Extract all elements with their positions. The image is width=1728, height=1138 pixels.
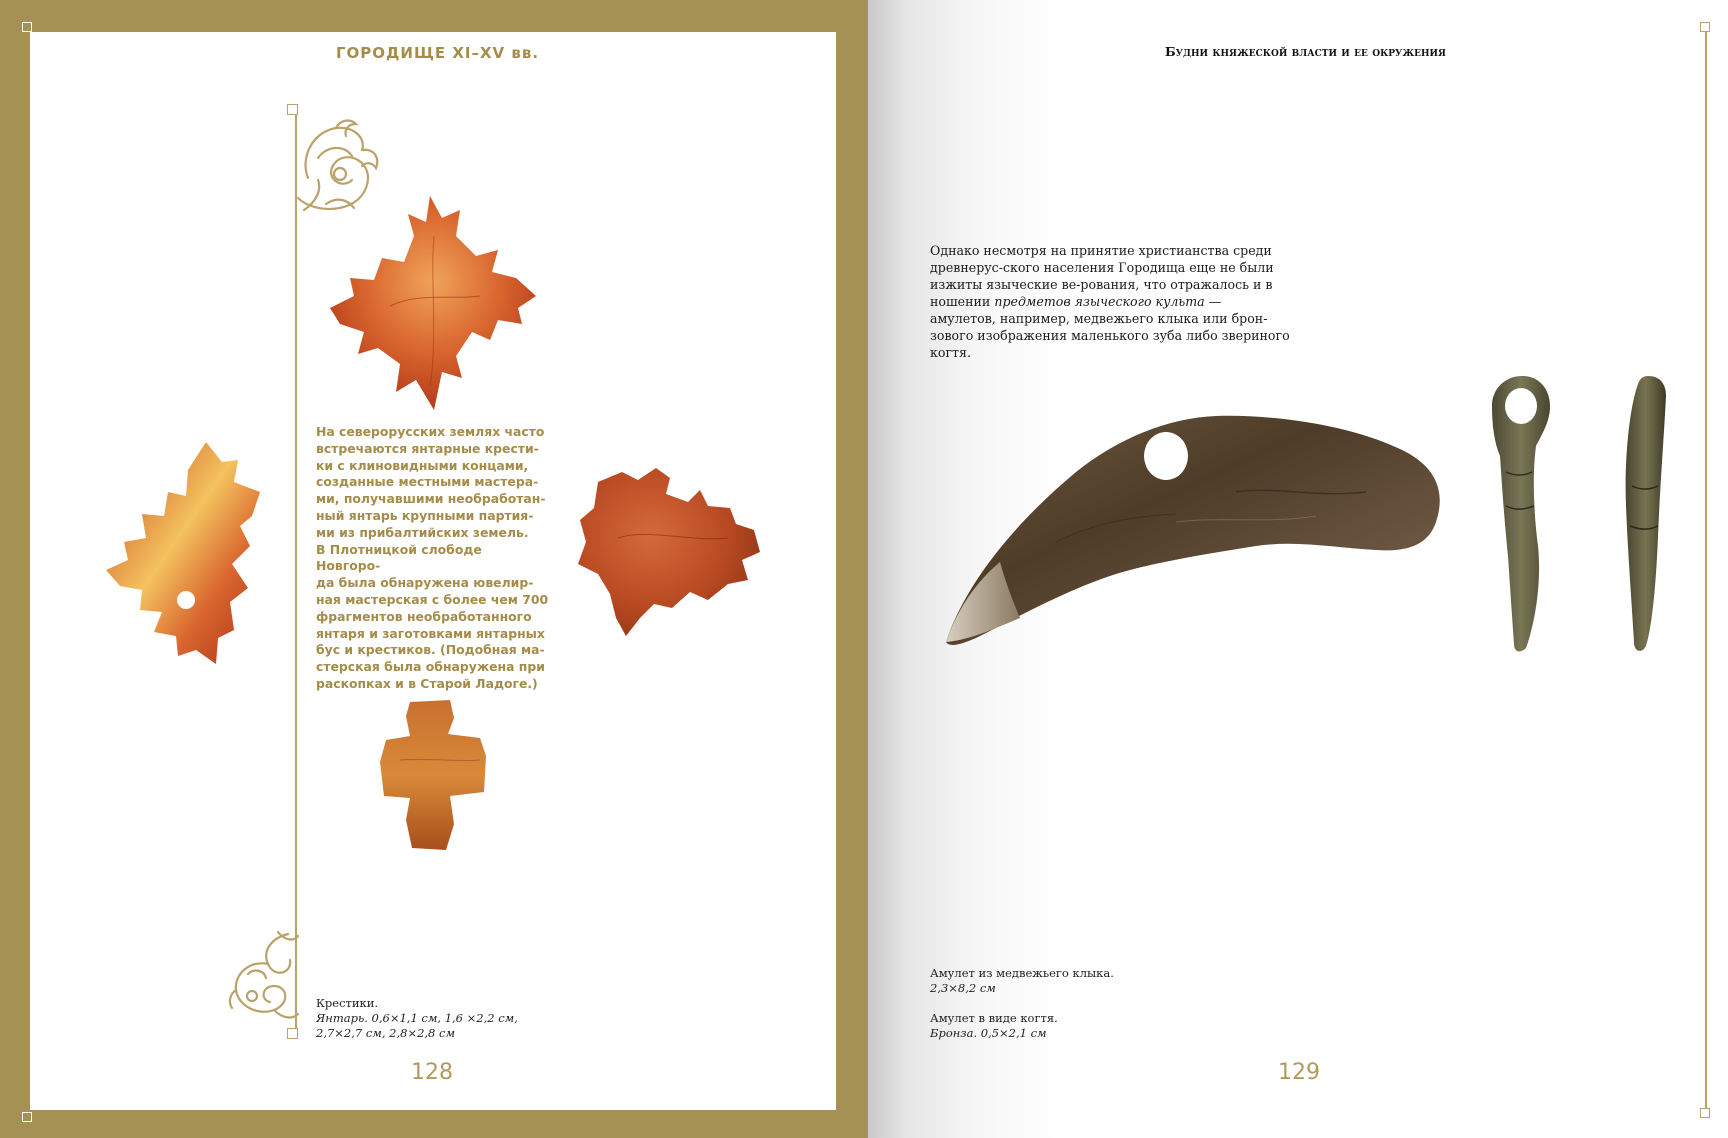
right-edge-rule xyxy=(1705,30,1707,1110)
right-page-number: 129 xyxy=(1278,1060,1320,1085)
amber-cross-small-bottom-image xyxy=(380,700,488,852)
right-rule-square-bottom xyxy=(1700,1108,1710,1118)
crop-mark-top-left xyxy=(22,22,32,32)
decorative-vertical-rule xyxy=(295,110,297,1034)
body-text-emphasis: предметов языческого культа xyxy=(994,294,1205,309)
caption2-title: Амулет в виде когтя. xyxy=(930,1011,1058,1025)
caption1-title: Амулет из медвежьего клыка. xyxy=(930,966,1114,980)
crop-mark-bottom-left xyxy=(22,1112,32,1122)
right-rule-square-top xyxy=(1700,22,1710,32)
bronze-claw-amulet-front-image xyxy=(1484,376,1556,652)
body-text-part-2: — амулетов, например, медвежьего клыка или брон-зового изображения маленького зуба либо звериного когтя. xyxy=(930,294,1290,360)
caption-title: Крестики. xyxy=(316,996,379,1010)
right-running-header: Будни княжеской власти и ее окружения xyxy=(1165,44,1446,59)
caption-detail: Янтарь. 0,6×1,1 см, 1,6 ×2,2 см, 2,7×2,7 см, 2,8×2,8 см xyxy=(316,1011,518,1040)
caption1-detail: 2,3×8,2 см xyxy=(930,981,996,995)
body-paragraph xyxy=(930,242,1290,361)
rule-end-square-bottom xyxy=(287,1028,298,1039)
amber-cross-large-top-image xyxy=(330,196,542,416)
bronze-claw-amulet-side-image xyxy=(1622,376,1668,652)
right-caption-2 xyxy=(930,1011,1230,1041)
left-page-number: 128 xyxy=(411,1060,453,1085)
floral-scroll-ornament-bottom-icon xyxy=(228,930,300,1022)
rule-end-square-top xyxy=(287,104,298,115)
body-text-part-1: Однако несмотря на принятие христианства среди древнерус-ского населения Городища еще не были изжиты языческие ве-рования, что отражалось и в ношении xyxy=(930,243,1274,309)
bear-fang-amulet-image xyxy=(936,412,1444,652)
amber-cross-right-image xyxy=(578,468,760,638)
right-caption-1 xyxy=(930,966,1230,996)
left-running-header: ГОРОДИЩЕ XI–XV вв. xyxy=(336,44,540,62)
caption2-detail: Бронза. 0,5×2,1 см xyxy=(930,1026,1047,1040)
left-image-caption xyxy=(316,996,576,1041)
amber-cross-left-image xyxy=(106,442,264,664)
sidebar-gold-text: На северорусских землях часто встречаются янтарные крести- ки с клиновидными концами, созданные местными мастера- ми, получавшими необработан- ный янтарь крупными партия- ми из прибалтийских земель. В Плотницкой слободе Новгоро- да была обнаружена ювелир- ная мастерская с более чем 700 фрагментов необработанного янтаря и заготовками янтарных бус и крестиков. (Подобная ма- стерская была обнаружена при раскопках и в Старой Ладоге.) xyxy=(316,424,549,691)
